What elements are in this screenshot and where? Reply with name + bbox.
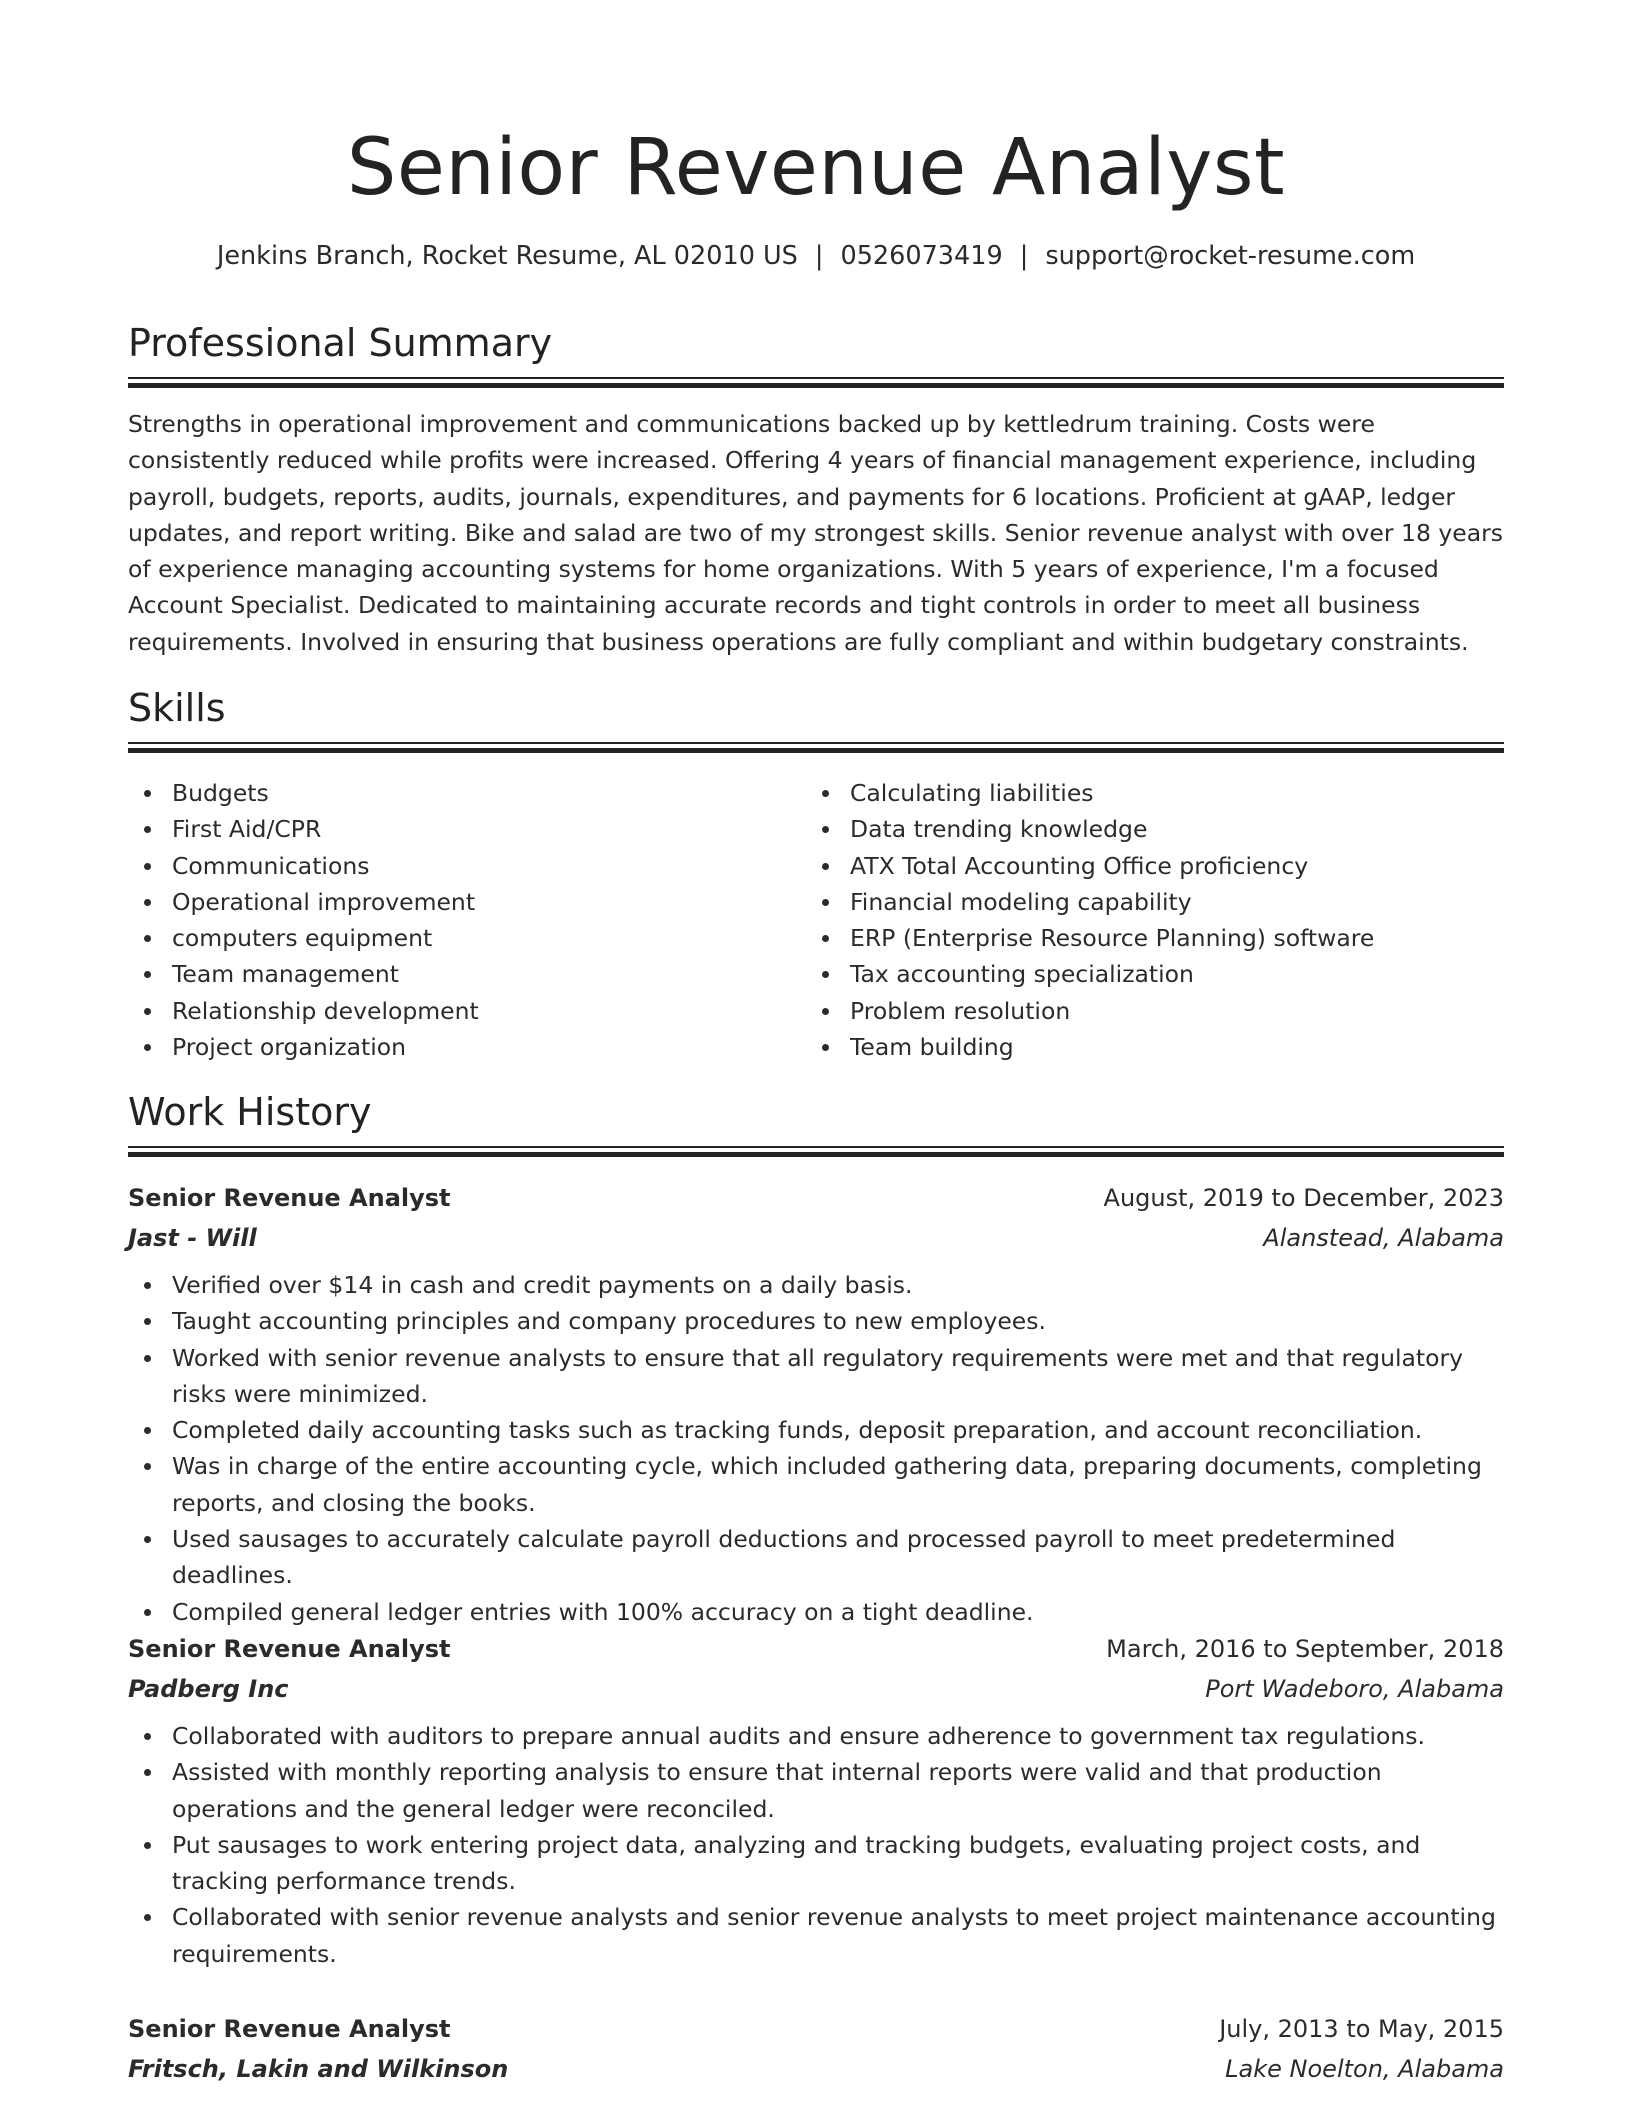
section-divider xyxy=(128,377,1504,389)
job-location: Port Wadeboro, Alabama xyxy=(1205,1675,1504,1703)
job-company-row xyxy=(128,2049,1504,2089)
job-bullet-list xyxy=(128,1267,1504,1630)
section-divider xyxy=(128,742,1504,754)
skill-item: computers equipment xyxy=(128,920,768,956)
job-bullet: Taught accounting principles and company procedures to new employees. xyxy=(128,1303,1504,1339)
job-title: Senior Revenue Analyst xyxy=(128,2015,451,2043)
job-bullet: Collaborated with auditors to prepare annual audits and ensure adherence to government tax regulations. xyxy=(128,1718,1504,1754)
job-bullet: Put sausages to work entering project data, analyzing and tracking budgets, evaluating project costs, and tracking performance trends. xyxy=(128,1827,1504,1900)
job-company: Padberg Inc xyxy=(128,1675,289,1703)
job-company-row xyxy=(128,1218,1504,1258)
job-dates: July, 2013 to May, 2015 xyxy=(1219,2015,1504,2043)
job-bullet: Was in charge of the entire accounting cycle, which included gathering data, preparing documents, completing reports, and closing the books. xyxy=(128,1448,1504,1521)
job-bullet-list xyxy=(128,1718,1504,1972)
job-title: Senior Revenue Analyst xyxy=(128,1184,451,1212)
summary-text: Strengths in operational improvement and communications backed up by kettledrum training. Costs were consistently reduced while profits were increased. Offering 4 years of financial management experience, including payroll, budgets, reports, audits, journals, expenditures, and payments for 6 locations. Proficient at gAAP, ledger updates, and report writing. Bike and salad are two of my strongest skills. Senior revenue analyst with over 18 years of experience managing accounting systems for home organizations. With 5 years of experience, I'm a focused Account Specialist. Dedicated to maintaining accurate records and tight controls in order to meet all business requirements. Involved in ensuring that business operations are fully compliant and within budgetary constraints. xyxy=(128,410,1504,656)
resume-name: Senior Revenue Analyst xyxy=(346,123,1286,213)
skill-item: Data trending knowledge xyxy=(806,811,1446,847)
skill-item: Calculating liabilities xyxy=(806,775,1446,811)
job-bullet: Verified over $14 in cash and credit payments on a daily basis. xyxy=(128,1267,1504,1303)
job-bullet: Completed daily accounting tasks such as tracking funds, deposit preparation, and account reconciliation. xyxy=(128,1412,1504,1448)
job-location: Alanstead, Alabama xyxy=(1263,1224,1504,1252)
skill-item: Team management xyxy=(128,956,768,992)
skill-item: Relationship development xyxy=(128,993,768,1029)
job-bullet: Used sausages to accurately calculate payroll deductions and processed payroll to meet predetermined deadlines. xyxy=(128,1521,1504,1594)
job-company: Jast - Will xyxy=(128,1224,257,1252)
skills-list-left xyxy=(128,775,768,1065)
skill-item: ATX Total Accounting Office proficiency xyxy=(806,848,1446,884)
skill-item: Team building xyxy=(806,1029,1446,1065)
job-header-row xyxy=(128,1629,1504,1669)
contact-line xyxy=(128,238,1504,274)
skills-list-right xyxy=(806,775,1446,1065)
skill-item: Problem resolution xyxy=(806,993,1446,1029)
contact-address: Jenkins Branch, Rocket Resume, AL 02010 US xyxy=(216,241,798,271)
skill-item: Financial modeling capability xyxy=(806,884,1446,920)
job-entry xyxy=(128,1629,1504,1972)
job-entry xyxy=(128,1178,1504,1630)
job-company-row xyxy=(128,1669,1504,1709)
skill-item: Tax accounting specialization xyxy=(806,956,1446,992)
job-bullet: Assisted with monthly reporting analysis to ensure that internal reports were valid and that production operations and the general ledger were reconciled. xyxy=(128,1754,1504,1827)
job-dates: March, 2016 to September, 2018 xyxy=(1106,1635,1504,1663)
job-header-row xyxy=(128,2009,1504,2049)
skill-item: Operational improvement xyxy=(128,884,768,920)
skill-item: Project organization xyxy=(128,1029,768,1065)
contact-separator: | xyxy=(814,241,824,271)
skill-item: Budgets xyxy=(128,775,768,811)
section-title-summary: Professional Summary xyxy=(128,321,553,365)
section-title-work-history: Work History xyxy=(128,1090,372,1134)
job-title: Senior Revenue Analyst xyxy=(128,1635,451,1663)
job-location: Lake Noelton, Alabama xyxy=(1225,2055,1504,2083)
contact-separator: | xyxy=(1019,241,1029,271)
contact-email: support@rocket-resume.com xyxy=(1045,241,1416,271)
skill-item: Communications xyxy=(128,848,768,884)
job-bullet: Collaborated with senior revenue analysts and senior revenue analysts to meet project maintenance accounting requirements. xyxy=(128,1899,1504,1972)
job-header-row xyxy=(128,1178,1504,1218)
skill-item: First Aid/CPR xyxy=(128,811,768,847)
section-divider xyxy=(128,1146,1504,1158)
job-bullet: Worked with senior revenue analysts to ensure that all regulatory requirements were met and that regulatory risks were minimized. xyxy=(128,1340,1504,1413)
section-title-skills: Skills xyxy=(128,686,226,730)
contact-phone: 0526073419 xyxy=(840,241,1003,271)
job-entry xyxy=(128,2009,1504,2089)
skill-item: ERP (Enterprise Resource Planning) software xyxy=(806,920,1446,956)
job-company: Fritsch, Lakin and Wilkinson xyxy=(128,2055,509,2083)
job-bullet: Compiled general ledger entries with 100% accuracy on a tight deadline. xyxy=(128,1594,1504,1630)
skills-column-left xyxy=(128,775,768,1065)
skills-column-right xyxy=(806,775,1446,1065)
job-dates: August, 2019 to December, 2023 xyxy=(1103,1184,1504,1212)
